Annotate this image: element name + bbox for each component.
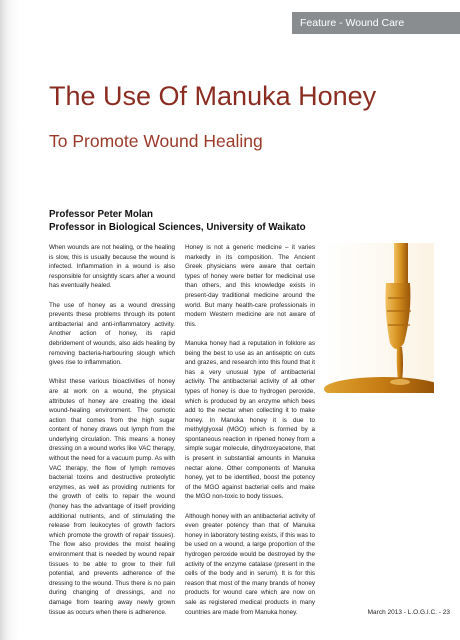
article-title: The Use Of Manuka Honey	[49, 81, 377, 111]
author-affiliation: Professor in Biological Sciences, University of Waikato	[49, 222, 306, 233]
middle-paragraph-3: Although honey with an antibacterial activity of even greater potency than that of Manuka honey in laboratory testing exists, if this was to be used on a wound, a large proportion of the hydrogen peroxide would be destroyed by the activity of the enzyme catalase (present in the cells of the body and in serum). It is for this reason that most of the many brands of honey products for wound care which are now on sale as registered medical products in many countries are made from Manuka honey.	[185, 512, 315, 616]
page-footer: March 2013 - L.O.G.I.C. - 23	[367, 609, 450, 616]
left-paragraph-1: When wounds are not healing, or the healing is slow, this is usually because the wound is infected. Inflammation in a wound is also responsible for unsightly scars after a wound has eventually healed.	[49, 244, 175, 290]
honey-stream	[397, 347, 403, 381]
middle-text-column	[185, 243, 315, 627]
left-paragraph-2: The use of honey as a wound dressing prevents these problems through its potent antibacterial and anti-inflammatory activity. Another action of honey, its rapid debridement of wounds, also aids healing by removing bacteria-harbouring slough which gives rise to inflammation.	[49, 301, 175, 367]
article-subtitle: To Promote Wound Healing	[49, 131, 263, 151]
honey-dipper-illustration	[324, 243, 434, 393]
honey-dipper-photo	[324, 243, 434, 393]
honey-highlight	[390, 379, 410, 385]
left-text-column	[49, 243, 175, 627]
middle-paragraph-2: Manuka honey had a reputation in folklore as being the best to use as an antiseptic on cuts and grazes, and research into this found that it has a very unusual type of antibacterial activity. The antibacterial activity of all other types of honey is due to hydrogen peroxide, which is produced by an enzyme which bees add to the nectar when collecting it to make honey. In Manuka honey it is due to methylglyoxal (MGO) which is formed by a spontaneous reaction in ripened honey from a simple sugar molecule, dihydroxyacetone, that is present in substantial amounts in Manuka nectar alone. Other components of Manuka honey, yet to be identified, boost the potency of the MGO against bacterial cells and make the MGO non-toxic to body tissues.	[185, 339, 315, 501]
author-block	[49, 208, 449, 234]
dipper-handle	[394, 243, 408, 283]
middle-paragraph-1: Honey is not a generic medicine – it varies markedly in its composition. The Ancient Greek physicians were aware that certain types of honey were better for medicinal use than others, and this knowledge exists in present-day traditional medicine around the world. But many health-care professionals in modern Western medicine are not aware of this.	[185, 244, 315, 328]
left-paragraph-3: Whilst these various bioactivities of honey are at work on a wound, the physical attributes of honey are creating the ideal wound-healing environment. The osmotic action that comes from the high sugar content of honey draws out lymph from the underlying circulation. This means a honey dressing on a wound works like VAC therapy, without the need for a vacuum pump. As with VAC therapy, the flow of lymph removes bacterial toxins and destructive proteolytic enzymes, as well as providing nutrients for the growth of cells to repair the wound (honey has the advantage of itself providing additional nutrients, and of stimulating the release from leukocytes of growth factors which promote the growth of repair tissues). The flow also provides the moist healing environment that is needed by wound repair tissues to be able to grow to their full potential, and prevents adherence of the dressing to the wound. Thus there is no pain during changing of dressings, and no damage from tearing away newly grown tissue as occurs when there is adherence.	[49, 378, 175, 616]
author-name: Professor Peter Molan	[49, 209, 153, 220]
section-label: Feature - Wound Care	[300, 17, 405, 29]
